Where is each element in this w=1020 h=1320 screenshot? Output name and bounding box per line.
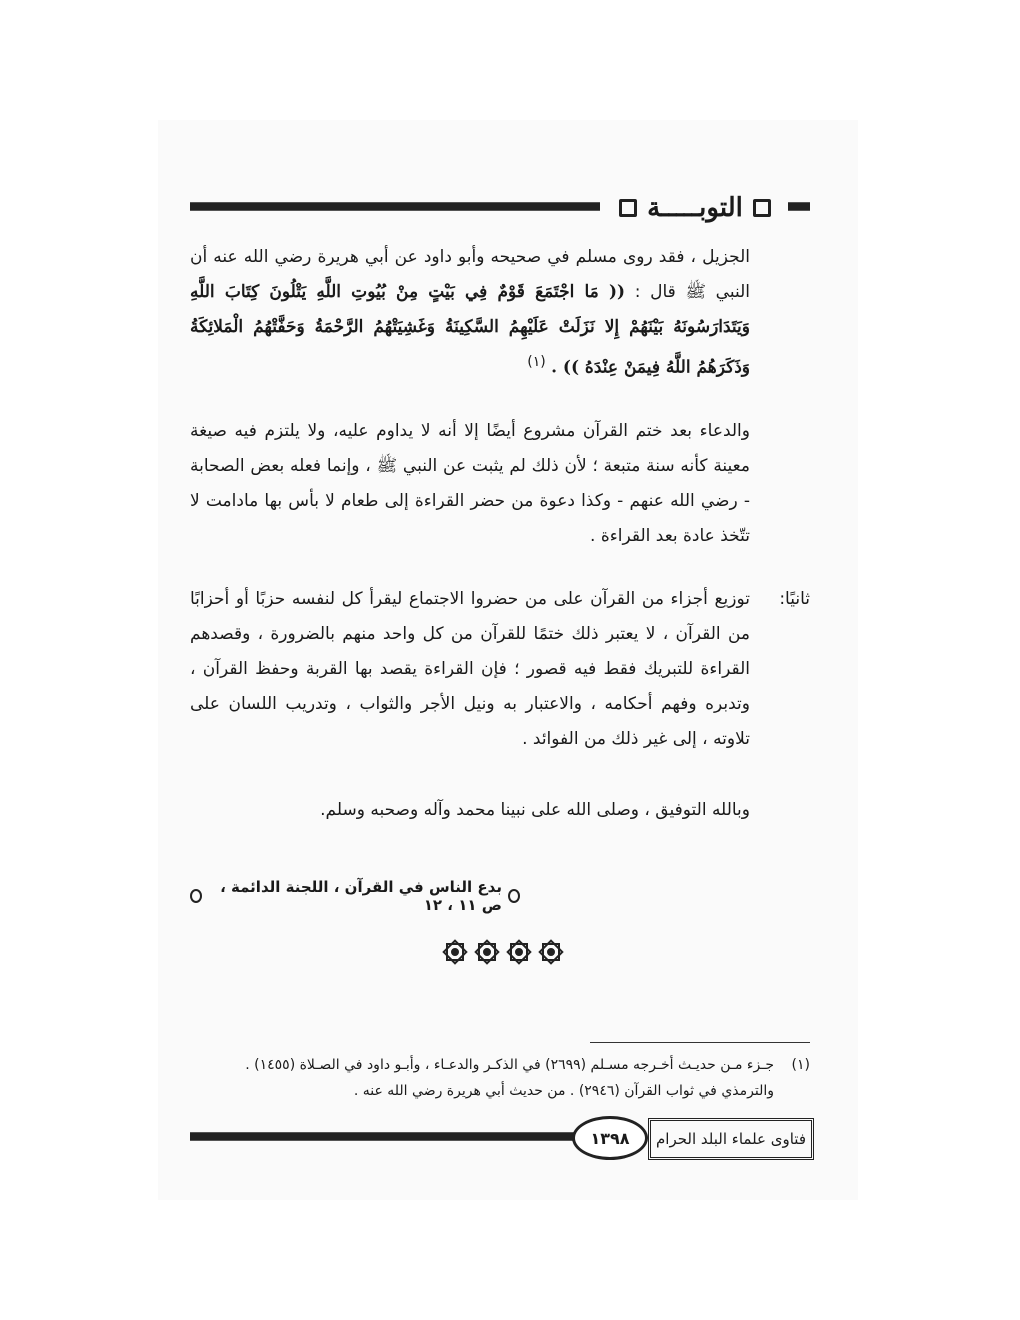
- circle-bullet-icon: [508, 889, 520, 903]
- star-ornament-icon: [537, 938, 565, 966]
- footnote-rule: [590, 1042, 810, 1043]
- source-reference: [190, 878, 520, 914]
- footnote-text-1: جـزء مـن حديـث أخـرجه مسـلم (٢٦٩٩) في الذكـر والدعـاء ، وأبـو داود في الصـلاة (١٤٥٥) .: [245, 1057, 774, 1073]
- header-title-group: [610, 192, 780, 224]
- header-rule-right: [788, 202, 810, 211]
- ornament-divider: [438, 938, 568, 974]
- closing-line: وبالله التوفيق ، وصلى الله على نبينا محمد وآله وصحبه وسلم.: [320, 800, 750, 820]
- page-number: ١٣٩٨: [572, 1116, 648, 1160]
- footnote: [190, 1052, 810, 1104]
- footnote-text-2: والترمذي في ثواب القرآن (٢٩٤٦) . من حديث أبي هريرة رضي الله عنه .: [353, 1083, 774, 1099]
- section-label-second: ثانيًا:: [779, 589, 810, 609]
- footnote-line-2: [190, 1078, 810, 1104]
- source-reference-text: بدع الناس في القرآن ، اللجنة الدائمة ، ص ١١ ، ١٢: [220, 878, 502, 914]
- hadith-quote: (( مَا اجْتَمَعَ قَوْمٌ فِي بَيْتٍ مِنْ بُيُوتِ اللَّهِ يَتْلُونَ كِتَابَ اللَّهِ وَيَتَدَارَسُونَهُ بَيْنَهُمْ إِلا نَزَلَتْ عَلَيْهِمُ السَّكِينَةُ وَغَشِيَتْهُمُ الرَّحْمَةُ وَحَفَّتْهُمُ الْمَلائِكَةُ وَذَكَرَهُمُ اللَّهُ فِيمَنْ عِنْدَهُ )) .: [190, 282, 750, 378]
- circle-bullet-icon: [190, 889, 202, 903]
- paragraph-hadith: [190, 240, 750, 386]
- page-footer: [190, 1118, 812, 1158]
- paragraph-distribution: توزيع أجزاء من القرآن على من حضروا الاجتماع ليقرأ كل لنفسه حزبًا أو أحزابًا من القرآن ، لا يعتبر ذلك ختمًا للقرآن من كل واحد منهم بالضرورة ، وقصدهم القراءة للتبريك فقط فيه قصور ؛ فإن القراءة يقصد بها القربة وحفظ القرآن ، وتدبره وفهم أحكامه ، والاعتبار به ونيل الأجر والثواب ، وتدريب اللسان على تلاوته ، إلى غير ذلك من الفوائد .: [190, 589, 750, 749]
- chapter-title: التوبـــــة: [647, 193, 743, 223]
- page-header: [190, 188, 810, 228]
- header-rule-left: [190, 202, 600, 211]
- square-bullet-icon: [753, 199, 771, 217]
- star-ornament-icon: [441, 938, 469, 966]
- star-ornament-icon: [505, 938, 533, 966]
- paragraph-dua: والدعاء بعد ختم القرآن مشروع أيضًا إلا أنه لا يداوم عليه، ولا يلتزم فيه صيغة معينة كأنه سنة متبعة ؛ لأن ذلك لم يثبت عن النبي ﷺ ، وإنما فعله بعض الصحابة - رضي الله عنهم - وكذا دعوة من حضر القراءة إلى طعام لا بأس بها مادامت لا تتّخذ عادة بعد القراءة .: [190, 421, 750, 546]
- square-bullet-icon: [619, 199, 637, 217]
- star-ornament-icon: [473, 938, 501, 966]
- paragraph-intro: الجزيل ، فقد روى مسلم في صحيحه وأبو داود عن أبي هريرة رضي الله عنه أن النبي ﷺ قال :: [190, 247, 750, 302]
- book-title-box: فتاوى علماء البلد الحرام: [648, 1118, 814, 1160]
- footer-rule: [190, 1132, 576, 1141]
- footnote-marker: (١): [527, 354, 546, 370]
- footnote-line-1: [190, 1052, 810, 1078]
- footnote-number: (١): [791, 1057, 810, 1073]
